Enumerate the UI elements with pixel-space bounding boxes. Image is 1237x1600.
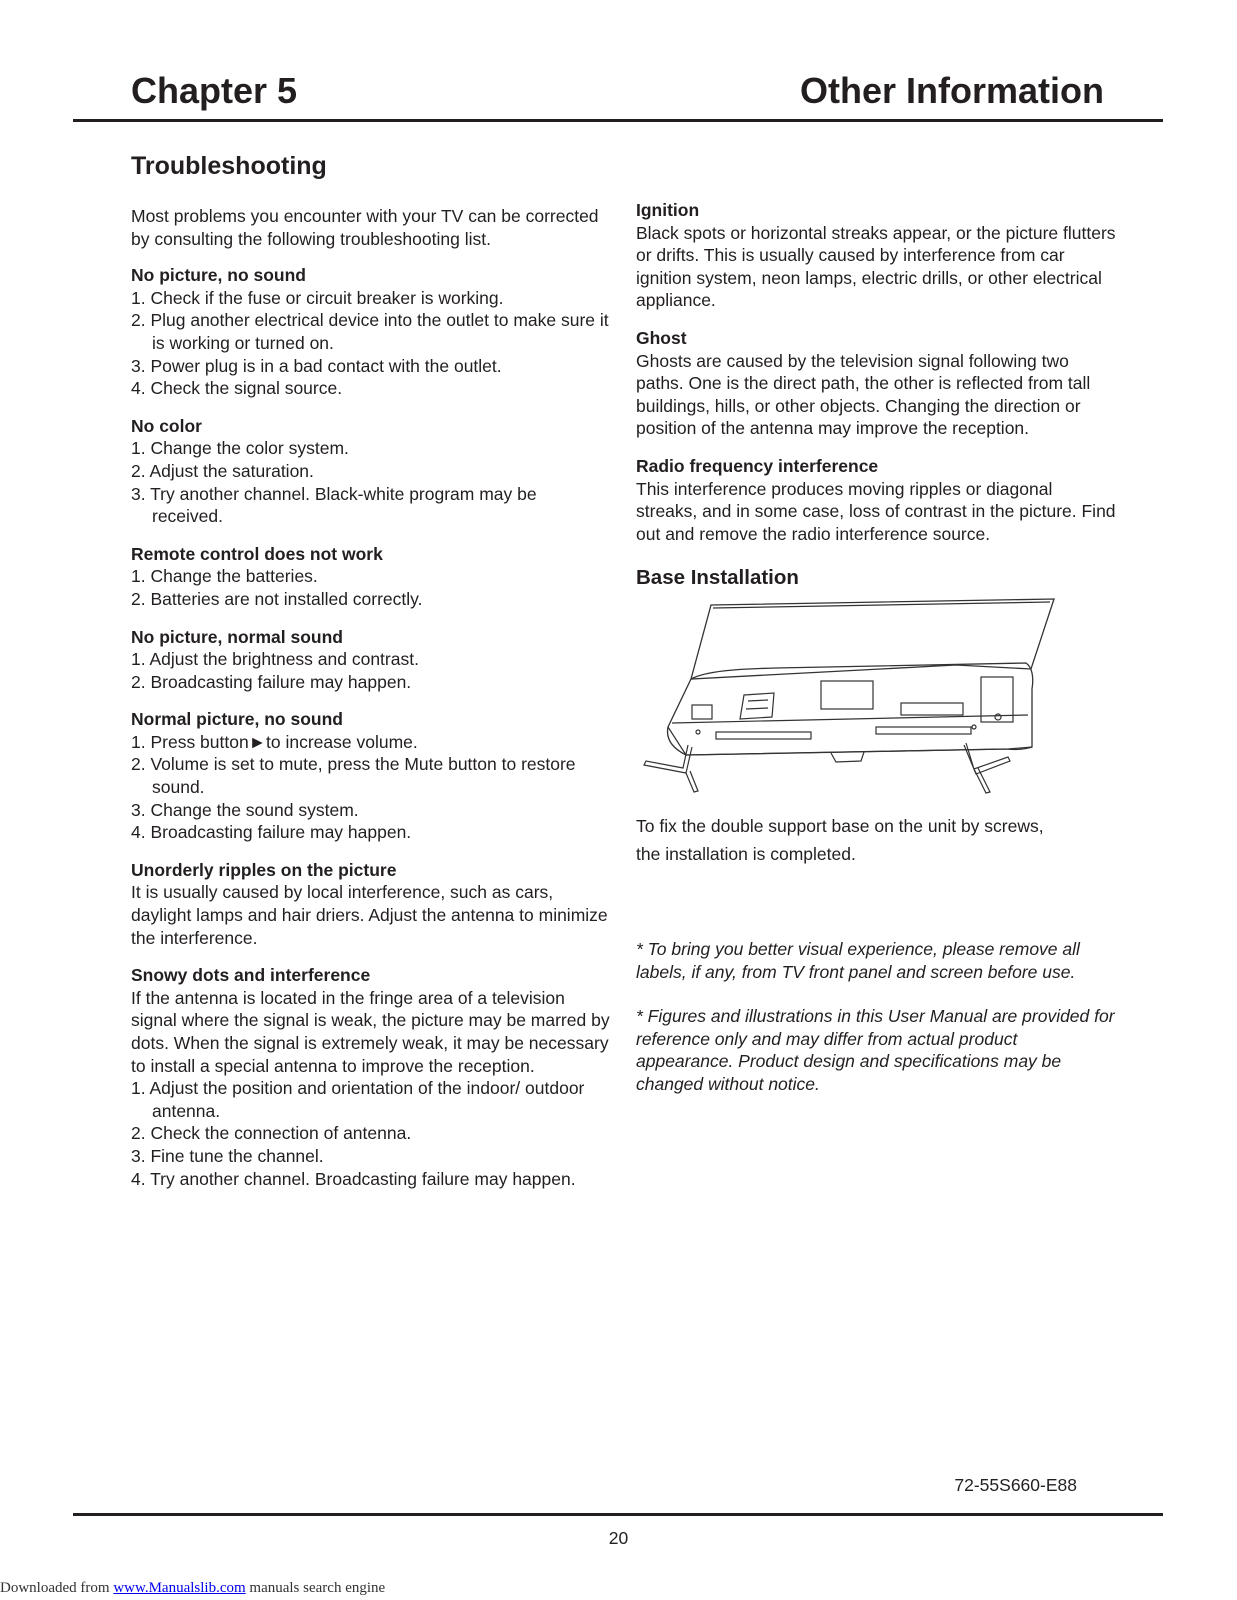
model-code: 72-55S660-E88 [954,1475,1077,1495]
list-item: 1. Adjust the position and orientation of the indoor/ outdoor antenna. [131,1078,585,1121]
remote-control-section [131,543,611,611]
section-heading: Ghost [636,327,687,348]
list [131,731,611,844]
list-item: 2. Adjust the saturation. [131,460,314,481]
list [131,287,611,400]
list-item: 1. Check if the fuse or circuit breaker is working. [131,287,504,308]
base-installation-caption-line1: To fix the double support base on the unit by screws, [636,815,1044,836]
section-text: This interference produces moving ripples or diagonal streaks, and in some case, loss of contrast in the picture. Find out and remove the radio interference source. [636,478,1116,544]
snowy-dots-section [131,964,611,1190]
footer-suffix: manuals search engine [245,1580,386,1596]
section-heading: Unorderly ripples on the picture [131,859,397,880]
normal-picture-no-sound-section [131,708,611,844]
download-footer [0,1580,385,1597]
list-item: 3. Power plug is in a bad contact with the outlet. [131,355,502,376]
right-column [636,199,1116,1117]
no-picture-no-sound-section [131,264,611,400]
base-installation-caption-line2: the installation is completed. [636,843,856,864]
list-item: 2. Broadcasting failure may happen. [131,671,412,692]
section-heading: Snowy dots and interference [131,965,371,986]
base-installation-title: Base Installation [636,566,799,590]
list-item: 2. Check the connection of antenna. [131,1123,412,1144]
section-heading: No picture, normal sound [131,626,343,647]
list-item: 2. Volume is set to mute, press the Mute button to restore sound. [131,754,576,798]
section-text: Ghosts are caused by the television signal following two paths. One is the direct path, the other is reflected from tall buildings, hills, or other objects. Changing the direction or position of the antenna may improve the reception. [636,350,1091,439]
header-rule [73,119,1163,122]
section-heading: No picture, no sound [131,265,306,286]
list-item: 3. Change the sound system. [131,799,359,820]
section-text: It is usually caused by local interference, such as cars, daylight lamps and hair driers. Adjust the antenna to minimize the interference. [131,882,608,948]
radio-interference-section [636,455,1116,545]
manualslib-link[interactable]: www.Manualslib.com [113,1580,246,1596]
footer-prefix: Downloaded from [0,1580,114,1596]
list-item: 2. Batteries are not installed correctly. [131,588,423,609]
list-item: 4. Try another channel. Broadcasting failure may happen. [131,1168,576,1189]
section-heading: No color [131,415,202,436]
list-item: 3. Fine tune the channel. [131,1145,324,1166]
list [131,437,611,527]
list-item: 4. Check the signal source. [131,378,343,399]
list [131,565,611,610]
chapter-label: Chapter 5 [131,70,298,111]
no-color-section [131,415,611,528]
list-item: 1. Press button►to increase volume. [131,731,418,752]
footer-rule [73,1513,1163,1516]
note-labels: * To bring you better visual experience, please remove all labels, if any, from TV front panel and screen before use. [636,938,1080,982]
list-item: 4. Broadcasting failure may happen. [131,822,412,843]
note-figures: * Figures and illustrations in this User Manual are provided for reference only and may differ from actual product appearance. Product design and specifications may be changed without notice. [636,1006,1115,1094]
section-heading: Radio frequency interference [636,455,879,476]
section-heading: Ignition [636,200,700,220]
list [131,1077,611,1190]
list-item: 2. Plug another electrical device into the outlet to make sure it is working or turned on. [131,310,609,353]
ripples-section [131,859,611,949]
section-text: If the antenna is located in the fringe area of a television signal where the signal is weak, the picture may be marred by dots. When the signal is extremely weak, it may be necessary to install a special antenna to improve the reception. [131,987,610,1076]
troubleshooting-title: Troubleshooting [131,152,327,180]
list-item: 3. Try another channel. Black-white program may be received. [131,483,537,527]
list-item: 1. Adjust the brightness and contrast. [131,649,419,670]
section-text: Black spots or horizontal streaks appear, or the picture flutters or drifts. This is usually caused by interference from car ignition system, neon lamps, electric drills, or other electrical appliance. [636,222,1116,311]
ignition-section [636,199,1116,312]
left-column [131,205,611,1205]
tv-base-illustration [636,597,1116,802]
section-heading: Remote control does not work [131,543,383,564]
no-picture-normal-sound-section [131,626,611,694]
page-number: 20 [608,1528,629,1548]
list-item: 1. Change the color system. [131,438,349,459]
chapter-title: Other Information [800,70,1104,111]
intro-text: Most problems you encounter with your TV can be corrected by consulting the following troubleshooting list. [131,206,599,249]
notes [636,938,1116,1096]
section-heading: Normal picture, no sound [131,709,343,730]
ghost-section [636,327,1116,440]
list-item: 1. Change the batteries. [131,566,318,587]
list [131,648,611,693]
